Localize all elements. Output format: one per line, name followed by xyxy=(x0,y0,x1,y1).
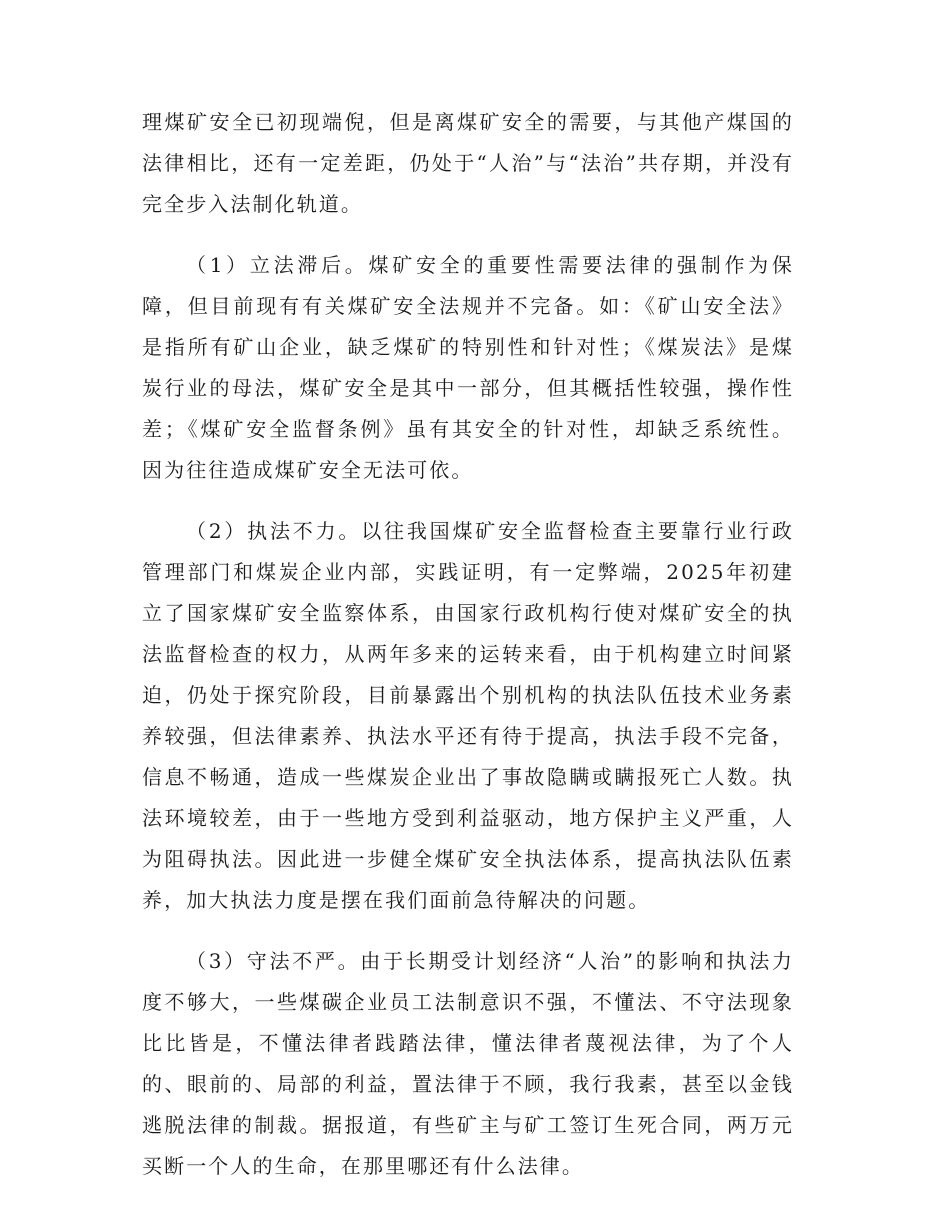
document-page xyxy=(142,102,794,1207)
paragraph-lax-compliance: （3）守法不严。由于长期受计划经济“人治”的影响和执法力度不够大，一些煤碳企业员工法制意识不强，不懂法、不守法现象比比皆是，不懂法律者践踏法律，懂法律者蔑视法律，为了个人的、眼前的、局部的利益，置法律于不顾，我行我素，甚至以金钱逃脱法律的制裁。据报道，有些矿主与矿工签订生死合同，两万元买断一个人的生命，在那里哪还有什么法律。 xyxy=(142,949,794,1178)
paragraph-legislation-lag: （1）立法滞后。煤矿安全的重要性需要法律的强制作为保障，但目前现有有关煤矿安全法规并不完备。如：《矿山安全法》是指所有矿山企业，缺乏煤矿的特别性和针对性；《煤炭法》是煤炭行业的母法，煤矿安全是其中一部分，但其概括性较强，操作性差；《煤矿安全监督条例》虽有其安全的针对性，却缺乏系统性。因为往往造成煤矿安全无法可依。 xyxy=(142,253,794,482)
paragraph-weak-enforcement: （2）执法不力。以往我国煤矿安全监督检查主要靠行业行政管理部门和煤炭企业内部，实践证明，有一定弊端，2025年初建立了国家煤矿安全监察体系，由国家行政机构行使对煤矿安全的执法监督检查的权力，从两年多来的运转来看，由于机构建立时间紧迫，仍处于探究阶段，目前暴露出个别机构的执法队伍技术业务素养较强，但法律素养、执法水平还有待于提高，执法手段不完备，信息不畅通，造成一些煤炭企业出了事故隐瞒或瞒报死亡人数。执法环境较差，由于一些地方受到利益驱动，地方保护主义严重，人为阻碍执法。因此进一步健全煤矿安全执法体系，提高执法队伍素养，加大执法力度是摆在我们面前急待解决的问题。 xyxy=(142,519,794,912)
paragraph-continuation: 理煤矿安全已初现端倪，但是离煤矿安全的需要，与其他产煤国的法律相比，还有一定差距，仍处于“人治”与“法治”共存期，并没有完全步入法制化轨道。 xyxy=(142,110,794,216)
